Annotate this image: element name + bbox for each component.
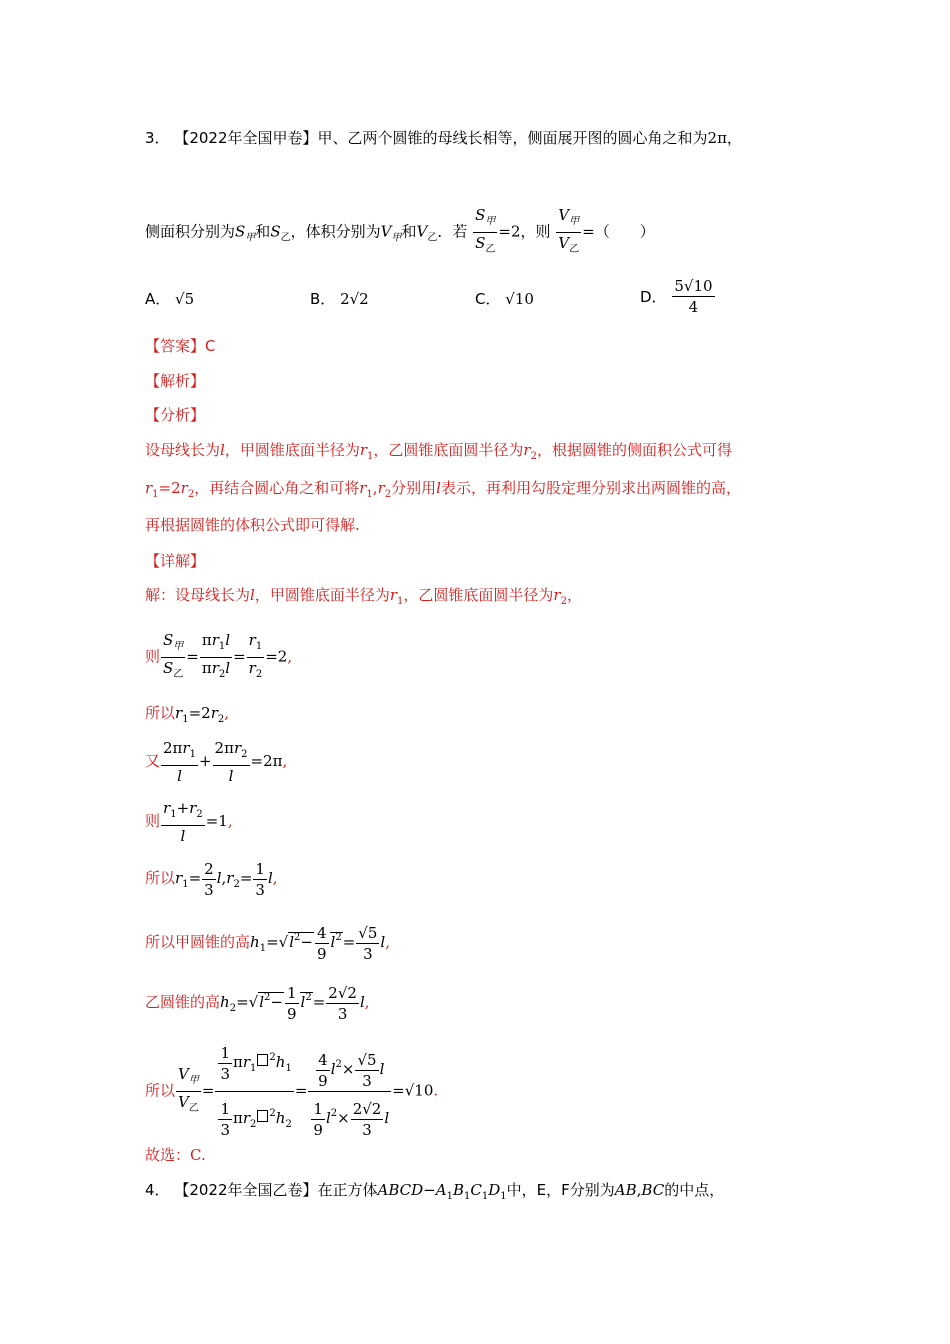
sub: 乙 <box>485 244 496 255</box>
option-den: 4 <box>688 298 699 316</box>
sym: S <box>235 222 246 241</box>
sym: V <box>558 206 570 224</box>
formula-volume-ratio: 所以 $\frac{V_甲}{V_乙}$ = $\frac{1}{3}$ $\pi r_1^2h_1$ $\frac{1}{3}$ $\pi r_2^2h_2$ = $\frac{4}{9}$ $l^2\times$ $\frac{√5}{3}$ l $\frac{1}{9}$ $l^2\times$ $\frac{2√2}{3}$ l =√10. <box>145 1036 438 1147</box>
sym: S <box>270 222 281 241</box>
q3-stem-text3: 和 <box>255 222 271 241</box>
sym: S <box>475 234 486 252</box>
fenxi-tag: 【分析】 <box>145 406 206 424</box>
t: 乙圆锥的高 <box>145 993 221 1011</box>
sym: V <box>416 222 428 241</box>
formula-r1-2r2: 所以$r_1=2r_2$, <box>145 704 230 725</box>
answer-line <box>145 336 216 356</box>
option-value: √10 <box>505 290 534 308</box>
formula-h1: 所以甲圆锥的高$h_1=√l^2-$ $\frac{4}{9}$ $l^2=$ $\frac{√5}{3}$ l, <box>145 923 390 963</box>
t: 分别为 <box>569 1181 615 1199</box>
t: E，F <box>536 1181 570 1199</box>
q3-stem-line2 <box>145 205 655 260</box>
q4-source: 【2022年全国乙卷】 <box>174 1181 318 1199</box>
sub: 甲 <box>245 232 256 244</box>
fenxi-line1: 设母线长为l，甲圆锥底面半径为$r_1$，乙圆锥底面圆半径为$r_2$，根据圆锥的侧面积公式可得 <box>145 441 732 462</box>
jiexi-tag: 【解析】 <box>145 372 206 390</box>
q3-ratio-V <box>556 205 581 260</box>
option-label: A． <box>145 290 171 308</box>
xiangjie-line1: 解：设母线长为l，甲圆锥底面半径为$r_1$，乙圆锥底面圆半径为$r_2$， <box>145 586 582 607</box>
option-label: D． <box>640 288 667 306</box>
formula-h2: 乙圆锥的高$h_2=√l^2-$ $\frac{1}{9}$ $l^2=$ $\frac{2√2}{3}$ l, <box>145 983 370 1023</box>
sub: 甲 <box>391 232 402 244</box>
t: 中， <box>506 1181 537 1199</box>
t: 所以 <box>145 704 176 722</box>
sym: S <box>475 206 486 224</box>
fenxi-line3: 再根据圆锥的体积公式即可得解. <box>145 516 360 534</box>
t: ，甲圆锥底面半径为 <box>224 441 360 459</box>
t: 设母线长为 <box>145 441 221 459</box>
option-value: √5 <box>175 290 195 308</box>
answer-tag: 【答案】 <box>145 337 206 355</box>
sub: 乙 <box>280 232 291 244</box>
q3-option-a <box>145 288 194 309</box>
t: ，再结合圆心角之和可将 <box>194 479 360 497</box>
formula-angle-sum: 又 $\frac{2\pi r_1}{l}$ + $\frac{2\pi r_2}{l}$ =2π, <box>145 739 288 785</box>
q3-stem-text7: =2，则 <box>498 222 551 241</box>
t: 则 <box>145 812 161 830</box>
t: 在正方体 <box>317 1181 378 1199</box>
t: 表示，再利用勾股定理分别求出两圆锥的高， <box>440 479 741 497</box>
t: ，甲圆锥底面半径为 <box>254 586 390 604</box>
q3-option-c <box>475 288 534 309</box>
sub: 乙 <box>569 244 580 255</box>
xiangjie-tag: 【详解】 <box>145 552 206 570</box>
guxuan: 故选：C. <box>145 1146 206 1164</box>
sub: 甲 <box>569 216 580 227</box>
q3-stem-text8: =（ ） <box>582 222 655 241</box>
option-value: 2√2 <box>340 290 369 308</box>
answer-value: C <box>205 337 216 355</box>
sub: 甲 <box>485 216 496 227</box>
option-num: 5√10 <box>674 277 713 295</box>
q3-stem-text: 甲、乙两个圆锥的母线长相等，侧面展开图的圆心角之和为 <box>317 129 708 147</box>
q4-number: 4． <box>145 1181 170 1199</box>
t: ，乙圆锥底面圆半径为 <box>403 586 554 604</box>
t: ，根据圆锥的侧面积公式可得 <box>536 441 732 459</box>
t: 又 <box>145 752 161 770</box>
q3-stem-text4: ，体积分别为 <box>290 222 381 241</box>
formula-sum-one: 则 $\frac{r_1+r_2}{l}$ =1, <box>145 799 233 845</box>
q3-stem-text5: 和 <box>401 222 417 241</box>
t: 所以 <box>145 1081 176 1100</box>
formula-s-ratio: 则 $\frac{S_甲}{S_乙}$ = $\frac{\pi r_1l}{\pi r_2l}$ = $\frac{r_1}{r_2}$ =2, <box>145 631 293 680</box>
q3-option-b <box>310 288 369 309</box>
formula-r-values: 所以$r_1=$ $\frac{2}{3}$ $l,r_2=$ $\frac{1}{3}$ l, <box>145 859 278 899</box>
q3-number: 3． <box>145 129 170 147</box>
q3-ratio-S <box>473 205 497 260</box>
t: 分别用 <box>391 479 437 497</box>
option-label: C． <box>475 290 501 308</box>
t: 的中点， <box>664 1181 725 1199</box>
t: 则 <box>145 647 161 666</box>
t: ，乙圆锥底面圆半径为 <box>373 441 524 459</box>
t: 所以 <box>145 869 176 887</box>
q3-stem-2pi: 2π， <box>707 129 742 147</box>
q3-stem-text6: ．若 <box>437 222 468 241</box>
q3-option-d <box>640 276 716 317</box>
t: ， <box>566 586 582 604</box>
fenxi-line2: $r_1=2r_2$，再结合圆心角之和可将$r_1,r_2$分别用l表示，再利用勾股定理分别求出两圆锥的高， <box>145 479 741 500</box>
q3-stem-line1 <box>145 128 742 148</box>
sym: V <box>380 222 392 241</box>
q3-source: 【2022年全国甲卷】 <box>174 129 318 147</box>
q3-stem-text2: 侧面积分别为 <box>145 222 236 241</box>
option-label: B． <box>310 290 336 308</box>
sub: 乙 <box>427 232 438 244</box>
sym: V <box>558 234 570 252</box>
t: 解：设母线长为 <box>145 586 251 604</box>
t: 所以甲圆锥的高 <box>145 933 251 951</box>
q4-stem: 4． 【2022年全国乙卷】在正方体$ABCD-A_1B_1C_1D_1$中，E，F分别为AB,BC的中点， <box>145 1181 725 1202</box>
